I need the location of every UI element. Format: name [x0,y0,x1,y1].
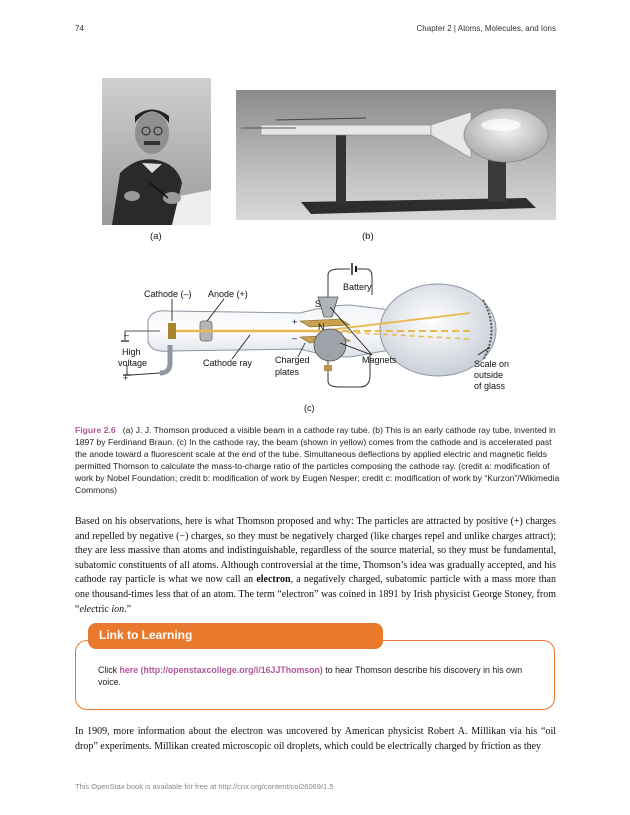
label-of-glass: of glass [474,381,506,391]
label-outside: outside [474,370,504,380]
term-electron: electron [256,574,291,586]
body-paragraph-1: Based on his observations, here is what Thomson proposed and why: The particles are attracted by positive (+) charges and repelled by negative (−) charges, so they must be negatively charged (like charges repel and unlike charges attract); they are less massive than atoms and indistinguishable, regardless of the source material, so they must be fundamental, subatomic constituents of all atoms. Although controversial at the time, Thomson’s idea was gradually accepted, and his cathode ray particle is what we now call an electron, a negatively charged, subatomic particle with a mass more than one thousand-times less that of an atom. The term “electron” was coined in 1891 by Irish physicist George Stoney, from “electric ion.” [75,516,556,615]
footer-availability: This OpenStax book is available for free at http://cnx.org/content/col26069/1.5 [75,782,334,791]
panel-b-label: (b) [362,231,374,242]
label-charged: Charged [275,355,310,365]
label-cathode-ray: Cathode ray [203,358,253,368]
magnet-n [314,329,346,361]
label-high: High [122,347,141,357]
label-n: N [318,322,325,332]
label-plus: + [123,373,129,383]
label-battery: Battery [343,282,372,292]
thomson-audio-link[interactable]: here (http://openstaxcollege.org/l/16JJThomson) [119,665,323,675]
photo-cathode-ray-tube [236,90,556,220]
label-plate-plus: + [292,317,298,327]
cathode-ray-diagram [0,255,630,420]
panel-c-label: (c) [304,403,315,413]
label-scale-on: Scale on [474,359,510,369]
panel-a-label: (a) [150,231,162,242]
label-plate-minus: – [292,333,298,343]
label-s: S [315,299,322,309]
label-voltage: voltage [118,358,148,368]
link-to-learning-title: Link to Learning [88,623,383,649]
label-anode: Anode (+) [208,289,248,299]
label-cathode: Cathode (–) [144,289,192,299]
cathode [168,323,176,339]
figure-caption [75,424,565,496]
label-minus: – [124,330,130,340]
figure-number: Figure 2.6 [75,425,116,435]
figure-caption-text: (a) J. J. Thomson produced a visible beam in a cathode ray tube. (b) This is an early cathode ray tube, invented in 1897 by Ferdinand Braun. (c) In the cathode ray, the beam (shown in yellow) comes from the cathode and is accelerated past the anode toward a fluorescent scale at the end of the tube. Simultaneous deflections by applied electric and magnetic fields permitted Thomson to calculate the mass-to-charge ratio of the particles composing the cathode ray. (credit a: modification of work by Nobel Foundation; credit b: modification of work by Eugen Nesper; credit c: modification of work by “Kurzon”/Wikimedia Commons) [75,425,560,495]
link-to-learning-text: Click here (http://openstaxcollege.org/l/16JJThomson) to hear Thomson describe his discovery in his own voice. [98,665,523,687]
label-magnets: Magnets [362,355,397,365]
label-plates: plates [275,367,300,377]
page-number: 74 [75,24,84,33]
photo-thomson [102,78,211,225]
chapter-header: Chapter 2 | Atoms, Molecules, and Ions [416,24,556,33]
body-paragraph-2: In 1909, more information about the electron was uncovered by American physicist Robert A. Millikan via his “oil drop” experiments. Millikan created microscopic oil droplets, which could be electrically charged by friction as they [75,726,556,752]
